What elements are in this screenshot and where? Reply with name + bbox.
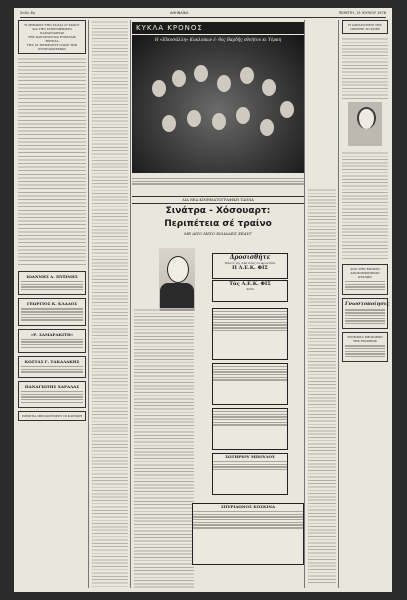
meeting-notice-box: Η ΔΕΞΙΩΣΙΣ ΤΗΝ 26 ΚΑΙ 27 ΜΑΪΟΥ ΔΙΑ ΤΗΝ ΣΥΜΠΛΗΡΩΣΙΝ ΠΑΡΑΣΤΑΣΕΩΣ ΤΗΣ ΚΑΣΤΑΝΟΓΙΑΣ ΕΥΧΕΛΑΙΣ ΒΟΥΡΛΑ ΤΗΣ 18 ΤΡΙΜΕΛΟΥΣ ΟΛΩΝ ΤΩΝ ΣΥΝΕΤΑΙΡΙΣΜΩΝ [18,20,86,54]
brotherhood-notice: Η ΑΔΕΛΦΟΤΗΤΣ ΤΗΣ ΠΡΩΤΗΣ ΤΟ ΦΟΡΕ [342,20,388,34]
death-notice-2: ΓΕΩΡΓΙΟΣ Κ. ΚΛΑΔΟΣ [18,298,86,325]
ad-block [212,363,288,405]
text-column [18,57,86,267]
death-notice-4: ΚΩΣΤΑΣ Γ. ΤΑΚΑΛΑΚΗΣ [18,356,86,378]
column-rule [338,20,339,588]
left-column [18,20,86,588]
masthead-name: ΑΘΗΝΑΪΚΑ [170,11,189,15]
article-body [134,308,194,588]
photo-caption: Η «ΕΙκοσάλλη» Κυκλοπων έ- θες Βαρδής εθνήτου κι Υόρκη [154,37,282,42]
ad-lek-fis: Τάς Λ.Ε.Κ. ΦΙΣ ΑΓΙΑ [212,280,288,302]
right-column [342,20,388,588]
group-photo [132,35,304,173]
association-notice: ΑΠΟ ΤΗΝ ΕΝΩΣΙΝ ΑΠΟΚΛΗΡΩΤΙΚΩΝ ΚΥΚΛΩΝ [342,264,388,295]
narrow-column [308,188,336,583]
death-notice-1: ΙΩΑΝΝΗΣ Δ. ΠΥΞΙΝΗΣ [18,271,86,295]
actor-portrait [159,248,195,311]
general-notice: Γνωστοποίησις [342,298,388,329]
column-rule [304,20,305,588]
article-headline: ΔΙΑ ΝΕΑ ΚΙΝΗΜΑΤΟΓΡΑΦΙΚΗ ΤΑΙΝΙΑ Σινάτρα - Χόσουαρτ: Περιπέτεια σέ τραίνο ΜΕ ΑΠΟ ΜΙΣΟ ΧΙΛΙΑΔΕΣ ΣΕΑΥΓ [132,196,304,236]
ad-block [212,308,288,360]
section-banner: ΚΥΚΛΑ ΚΡΟΝΟΣ [132,22,304,34]
ad-drosistite: Δροσισθήτε Πάρτε της Αυστείας σε φροντίδα Π Λ.Ε.Κ. ΦΙΣ [212,253,288,279]
column-rule [130,20,131,588]
ad-block [212,408,288,450]
photo-description [132,176,304,187]
listings-column [92,20,128,588]
newspaper-page [14,8,392,592]
column-rule [88,20,89,588]
ad-koskina: ΣΠΥΡΙΔΩΝΟΣ ΚΟΣΚΙΝΑ [192,503,304,565]
meeting-notice: ΣΥΝΕΔΡΙΑ ΜΕΛΙΟΡΩΝ ΤΗΣ ΕΝΩΣΕΩΣ [342,332,388,362]
death-notice-6: ΠΡΟΣΤΙΑ ΠΡΟΔΟΣΤΟΡΟΥ ΟΙ ΚΛΙΝΙΚΗ [18,411,86,421]
ad-boulou: ΣΩΤΗΡΙΟΥ ΜΠΟΥΛΟΥ [212,453,288,495]
issue-date: ΠΕΜΠΤΗ, 15 ΙΟΥΛΙΟΥ 1976 [338,11,386,15]
death-notice-3: «Ρ. ΣΑΜΑΡΑΚΙΤΗ» [18,329,86,353]
page-header [20,11,386,18]
woman-portrait [342,102,388,148]
death-notice-5: ΠΑΝΑΓΙΩΤΗΣ ΧΑΡΑΛΑΣ [18,381,86,408]
page-number: Σελίς 8η [20,11,35,15]
